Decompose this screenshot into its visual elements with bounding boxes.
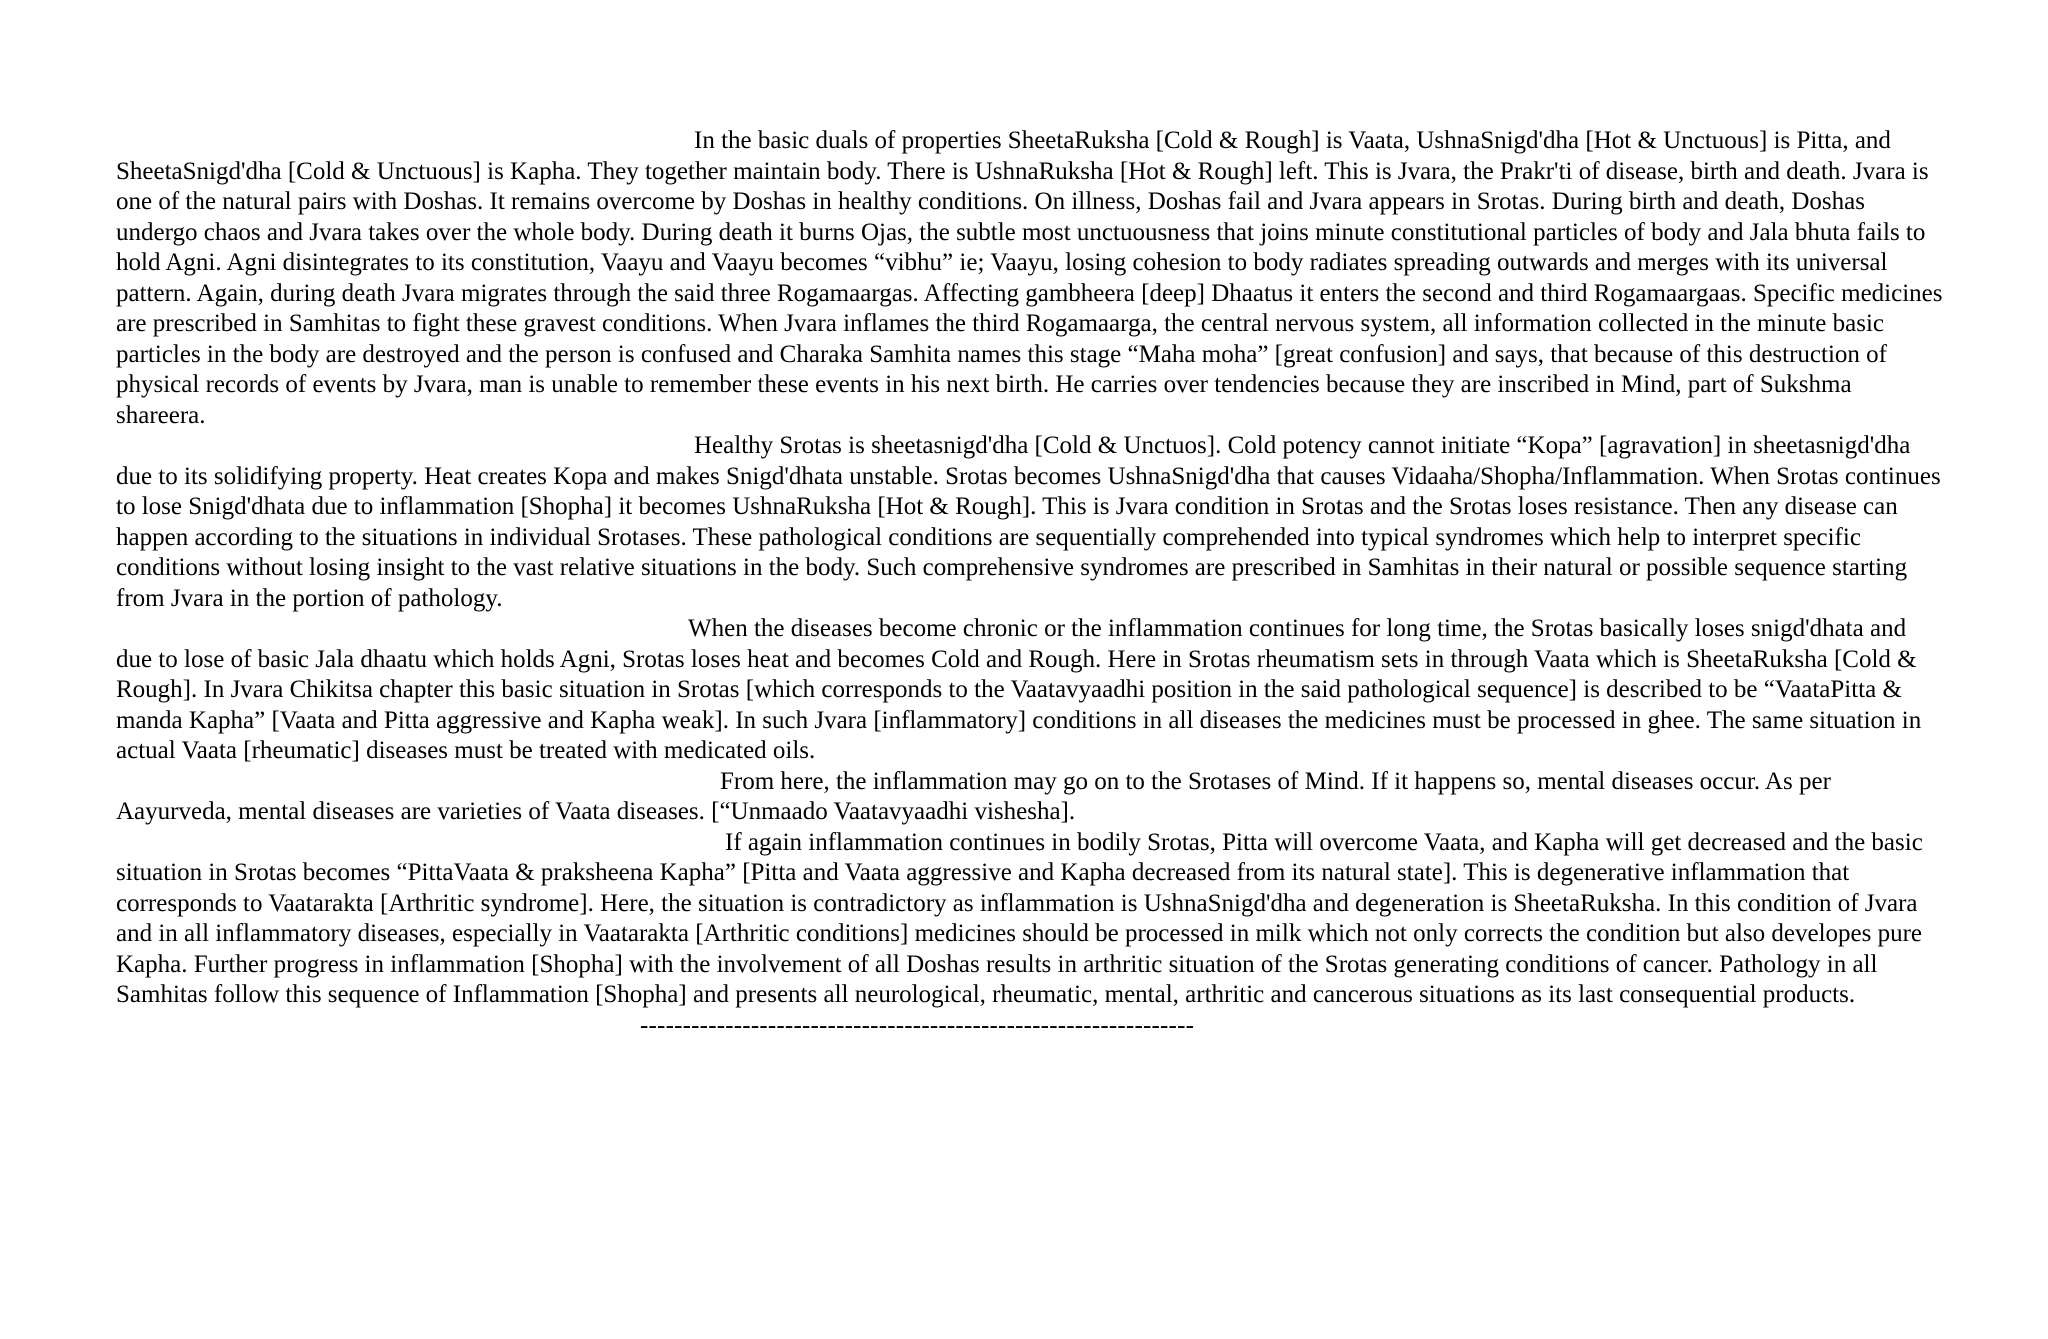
paragraph-mental-diseases: From here, the inflammation may go on to the Srotases of Mind. If it happens so, mental diseases occur. As per Aayurveda, mental diseases are varieties of Vaata diseases. [“Unmaado Vaatavyaadhi vishesha]. — [116, 767, 1831, 825]
paragraph-degenerative-inflammation: If again inflammation continues in bodily Srotas, Pitta will overcome Vaata, and Kapha will get decreased and the basic situation in Srotas becomes “PittaVaata & praksheena Kapha” [Pitta and Vaata aggressive and Kapha decreased from its natural state]. This is degenerative inflammation that corresponds to Vaatarakta [Arthritic syndrome]. Here, the situation is contradictory as inflammation is UshnaSnigd'dha and degeneration is SheetaRuksha. In this condition of Jvara and in all inflammatory diseases, especially in Vaatarakta [Arthritic conditions] medicines should be processed in milk which not only corrects the condition but also developes pure Kapha. Further progress in inflammation [Shopha] with the involvement of all Doshas results in arthritic situation of the Srotas generating conditions of cancer. Pathology in all Samhitas follow this sequence of Inflammation [Shopha] and presents all neurological, rheumatic, mental, arthritic and cancerous situations as its last consequential products. — [116, 828, 1923, 1008]
paragraph-healthy-srotas: Healthy Srotas is sheetasnigd'dha [Cold & Unctuos]. Cold potency cannot initiate “Kopa” [agravation] in sheetasnigd'dha due to its solidifying property. Heat creates Kopa and makes Snigd'dhata unstable. Srotas becomes UshnaSnigd'dha that causes Vidaaha/Shopha/Inflammation. When Srotas continues to lose Snigd'dhata due to inflammation [Shopha] it becomes UshnaRuksha [Hot & Rough]. This is Jvara condition in Srotas and the Srotas loses resistance. Then any disease can happen according to the situations in individual Srotases. These pathological conditions are sequentially comprehended into typical syndromes which help to interpret specific conditions without losing insight to the vast relative situations in the body. Such comprehensive syndromes are prescribed in Samhitas in their natural or possible sequence starting from Jvara in the portion of pathology. — [116, 432, 1941, 612]
paragraph-chronic-diseases: When the diseases become chronic or the inflammation continues for long time, the Srotas basically loses snigd'dhata and due to lose of basic Jala dhaatu which holds Agni, Srotas loses heat and becomes Cold and Rough. Here in Srotas rheumatism sets in through Vaata which is SheetaRuksha [Cold & Rough]. In Jvara Chikitsa chapter this basic situation in Srotas [which corresponds to the Vaatavyaadhi position in the said pathological sequence] is described to be “VaataPitta & manda Kapha” [Vaata and Pitta aggressive and Kapha weak]. In such Jvara [inflammatory] conditions in all diseases the medicines must be processed in ghee. The same situation in actual Vaata [rheumatic] diseases must be treated with medicated oils. — [116, 615, 1922, 764]
document-body — [116, 126, 1946, 1041]
section-divider: ----------------------------------------------------------------- — [640, 1011, 1195, 1039]
paragraph-jvara-basic-duals: In the basic duals of properties SheetaRuksha [Cold & Rough] is Vaata, UshnaSnigd'dha [Hot & Unctuous] is Pitta, and SheetaSnigd'dha [Cold & Unctuous] is Kapha. They together maintain body. There is UshnaRuksha [Hot & Rough] left. This is Jvara, the Prakr'ti of disease, birth and death. Jvara is one of the natural pairs with Doshas. It remains overcome by Doshas in healthy conditions. On illness, Doshas fail and Jvara appears in Srotas. During birth and death, Doshas undergo chaos and Jvara takes over the whole body. During death it burns Ojas, the subtle most unctuousness that joins minute constitutional particles of body and Jala bhuta fails to hold Agni. Agni disintegrates to its constitution, Vaayu and Vaayu becomes “vibhu” ie; Vaayu, losing cohesion to body radiates spreading outwards and merges with its universal pattern. Again, during death Jvara migrates through the said three Rogamaargas. Affecting gambheera [deep] Dhaatus it enters the second and third Rogamaargaas. Specific medicines are prescribed in Samhitas to fight these gravest conditions. When Jvara inflames the third Rogamaarga, the central nervous system, all information collected in the minute basic particles in the body are destroyed and the person is confused and Charaka Samhita names this stage “Maha moha” [great confusion] and says, that because of this destruction of physical records of events by Jvara, man is unable to remember these events in his next birth. He carries over tendencies because they are inscribed in Mind, part of Sukshma shareera. — [116, 127, 1943, 429]
